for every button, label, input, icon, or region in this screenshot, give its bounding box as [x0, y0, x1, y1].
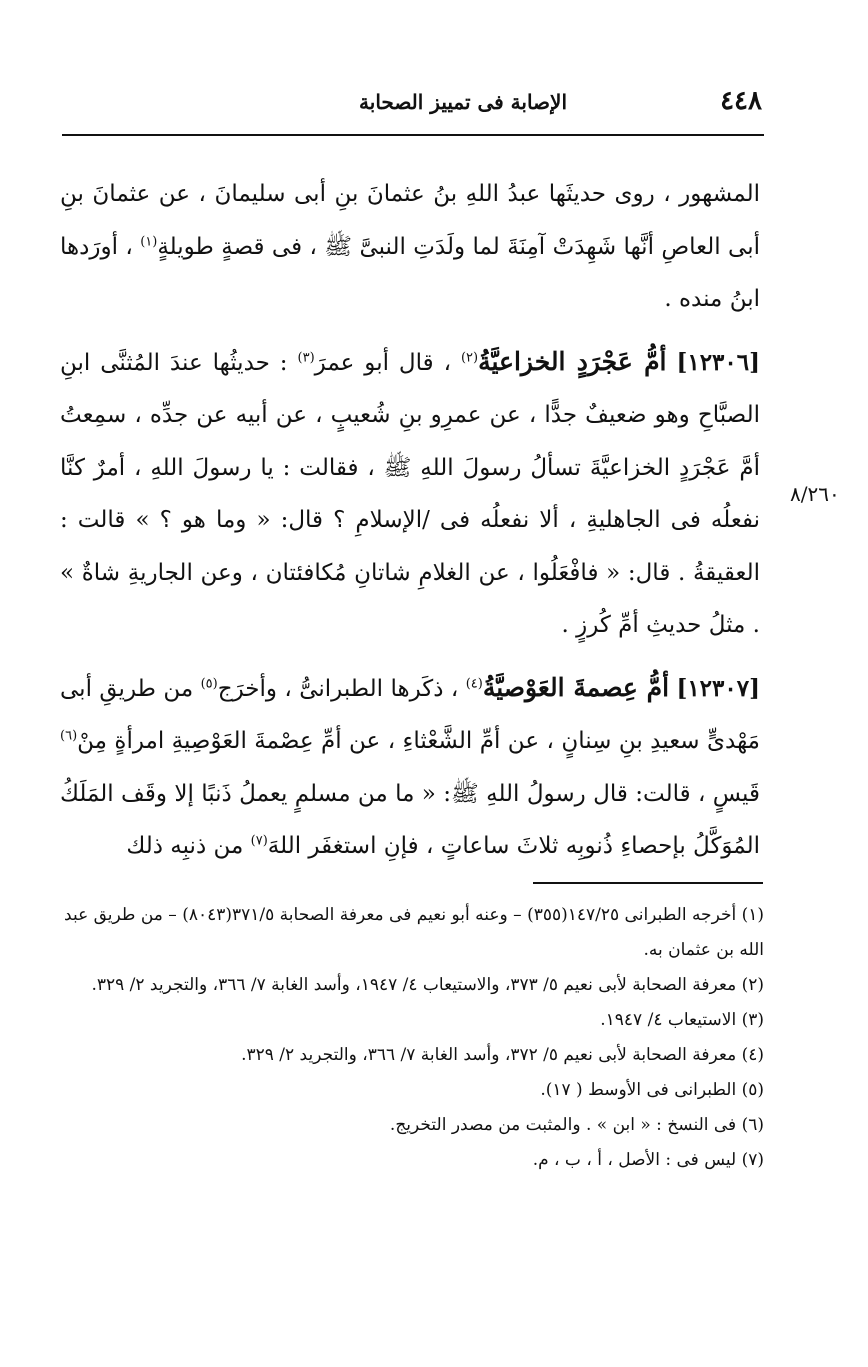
- entry-title: أمُّ عَجْرَدٍ الخزاعيَّةُ: [478, 346, 667, 376]
- paragraph-text: المشهور ، روى حديثَها عبدُ اللهِ بنُ عثمانَ بنِ أبى سليمانَ ، عن عثمانَ بنِ أبى العاصِ أنَّها شَهِدَتْ آمِنَةَ لما ولَدَتِ النبىَّ ﷺ ، فى قصةٍ طويلةٍ: [60, 181, 761, 260]
- main-text: [60, 168, 760, 873]
- entry-text: ، ذكَرها الطبرانىُّ ، وأخرَج: [217, 675, 459, 702]
- footnote-ref: (٦): [60, 728, 78, 744]
- footnote-ref: (٣): [297, 349, 315, 365]
- footnotes: [60, 898, 764, 1178]
- footnote-3: (٣) الاستيعاب ٤/ ١٩٤٧.: [600, 1010, 764, 1030]
- paragraph-continuation: [60, 168, 760, 326]
- entry-text: : حديثُها عندَ المُثنَّى ابنِ الصبَّاحِ وهو ضعيفٌ جدًّا ، عن عمرِو بنِ شُعيبٍ ، عن أبيه عن جدِّه ، سمِعتُ أمَّ عَجْرَدٍ الخزاعيَّةَ تسألُ رسولَ اللهِ ﷺ ، فقالت : يا رسولَ اللهِ ، أمرٌ كنَّا نفعلُه فى الجاهليةِ ، ألا نفعلُه فى /الإسلامِ ؟ قال: « وما هو ؟ » قالت : العقيقةُ . قال: « فافْعَلُوا ، عن الغلامِ شاتانِ مُكافئتان ، وعن الجاريةِ شاةٌ » . مثلُ حديثِ أمِّ كُرزٍ .: [60, 349, 760, 638]
- page-header: [62, 80, 762, 124]
- entry-text: من طريقِ أبى مَهْدىٍّ سعيدِ بنِ سِنانٍ ، عن أمِّ الشَّعْثاءِ ، عن أمِّ عِصْمةَ العَوْصِيةِ امرأةٍ مِنْ: [60, 675, 760, 754]
- entry-number: [١٢٣٠٦]: [676, 348, 761, 376]
- footnote-1: (١) أخرجه الطبرانى ١٤٧/٢٥(٣٥٥) – وعنه أبو نعيم فى معرفة الصحابة ٣٧١/٥(٨٠٤٣) – من طريق عبد الله بن عثمان به.: [64, 905, 764, 960]
- footnote-ref: (١): [140, 233, 158, 249]
- header-rule: [62, 134, 764, 136]
- paragraph-text: ، أورَدها ابنُ منده .: [60, 233, 760, 312]
- footnote-7: (٧) ليس فى : الأصل ، أ ، ب ، م.: [532, 1150, 764, 1170]
- running-title: الإصابة فى تمييز الصحابة: [359, 90, 567, 114]
- page-number: ٤٤٨: [720, 86, 762, 116]
- footnote-rule: [533, 882, 763, 884]
- entry-12307: [60, 662, 760, 873]
- entry-text: ، قال أبو عمرَ: [314, 349, 452, 376]
- entry-text: من ذنبِه ذلك: [126, 833, 244, 859]
- footnote-2: (٢) معرفة الصحابة لأبى نعيم ٥/ ٣٧٣، والاستيعاب ٤/ ١٩٤٧، وأسد الغابة ٧/ ٣٦٦، والتجريد ٢/ ٣٢٩.: [91, 975, 764, 995]
- margin-page-marker: ٨/٢٦٠: [790, 482, 840, 506]
- footnote-ref: (٥): [200, 675, 218, 691]
- entry-title: أمُّ عِصمةَ العَوْصيَّةُ: [482, 672, 670, 702]
- footnote-4: (٤) معرفة الصحابة لأبى نعيم ٥/ ٣٧٢، وأسد الغابة ٧/ ٣٦٦، والتجريد ٢/ ٣٢٩.: [241, 1045, 764, 1065]
- entry-number: [١٢٣٠٧]: [676, 674, 760, 702]
- footnote-5: (٥) الطبرانى فى الأوسط ( ١٧).: [540, 1080, 764, 1100]
- footnote-ref: (٢): [460, 349, 479, 365]
- footnote-ref: (٧): [250, 833, 268, 849]
- entry-12306: [60, 336, 760, 652]
- footnote-ref: (٤): [465, 675, 483, 691]
- footnote-6: (٦) فى النسخ : « ابن » . والمثبت من مصدر التخريج.: [389, 1115, 764, 1135]
- entry-text: قَيسٍ ، قالت: قال رسولُ اللهِ ﷺ: « ما من مسلمٍ يعملُ ذَنبًا إلا وقَف المَلَكُ المُوَكَّلُ بإحصاءِ ذُنوبِه ثلاثَ ساعاتٍ ، فإنِ استغفَر اللهَ: [60, 780, 760, 859]
